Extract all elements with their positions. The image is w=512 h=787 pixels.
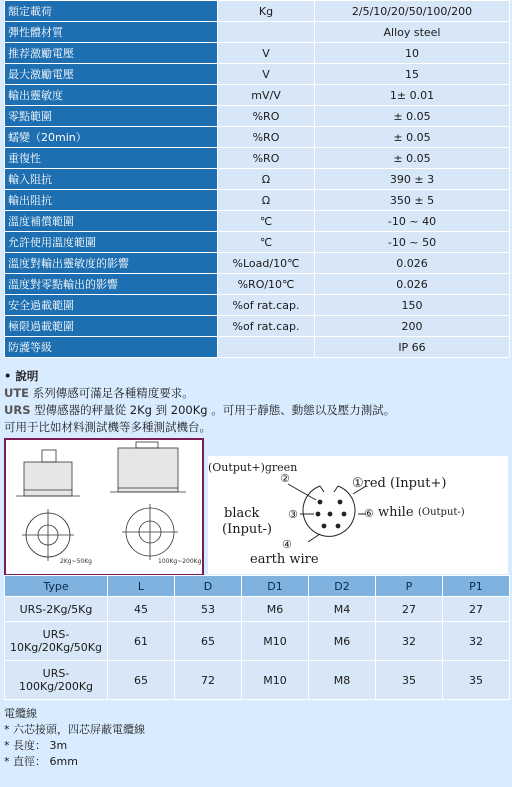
notes-line-1 xyxy=(4,385,504,402)
spec-unit: %RO xyxy=(218,148,315,169)
spec-key: 允許使用溫度範圍 xyxy=(5,232,218,253)
spec-unit: mV/V xyxy=(218,85,315,106)
notes-line-1-text: 系列傳感可滿足各種精度要求。 xyxy=(29,386,194,400)
spec-unit xyxy=(218,22,315,43)
spec-value: 150 xyxy=(315,295,510,316)
spec-key: 額定載荷 xyxy=(5,1,218,22)
wire-white-label: while xyxy=(378,505,414,520)
spec-value: 10 xyxy=(315,43,510,64)
spec-row xyxy=(5,22,510,43)
dim-row xyxy=(5,622,510,661)
spec-row xyxy=(5,169,510,190)
cable-title: 電纜線 xyxy=(4,707,37,720)
spec-key: 防護等級 xyxy=(5,337,218,358)
spec-unit: V xyxy=(218,43,315,64)
spec-value: 390 ± 3 xyxy=(315,169,510,190)
wire-green-label: (Output+)green xyxy=(208,461,298,474)
spec-value: ± 0.05 xyxy=(315,106,510,127)
notes-line-2-text: 型傳感器的秤量從 2Kg 到 200Kg 。可用于靜態、動態以及壓力測試。 xyxy=(30,403,396,417)
spec-unit xyxy=(218,337,315,358)
dim-row xyxy=(5,661,510,700)
spec-unit: %Load/10℃ xyxy=(218,253,315,274)
wire-input-minus-label: (Input-) xyxy=(222,522,272,537)
spec-key: 零點範圍 xyxy=(5,106,218,127)
dim-cell: URS-10Kg/20Kg/50Kg xyxy=(5,622,108,661)
spec-key: 輸出阻抗 xyxy=(5,190,218,211)
dim-cell: 27 xyxy=(443,597,510,622)
dim-cell: 65 xyxy=(175,622,242,661)
pin-2-label: ② xyxy=(280,472,290,485)
sensor-drawing xyxy=(4,438,204,576)
spec-key: 溫度補償範圍 xyxy=(5,211,218,232)
spec-row xyxy=(5,1,510,22)
dim-header-cell: D xyxy=(175,576,242,597)
notes-line-3: 可用于比如材料測試機等多種測試機台。 xyxy=(4,420,211,434)
dim-cell: 32 xyxy=(376,622,443,661)
dim-cell: 61 xyxy=(108,622,175,661)
cable-line-1: * 六芯接頭，四芯屏蔽電纜線 xyxy=(4,723,145,736)
spec-unit: %RO xyxy=(218,106,315,127)
dim-header-cell: Type xyxy=(5,576,108,597)
spec-row xyxy=(5,127,510,148)
dim-cell: M8 xyxy=(309,661,376,700)
dim-cell: URS-100Kg/200Kg xyxy=(5,661,108,700)
dim-cell: M4 xyxy=(309,597,376,622)
dim-row xyxy=(5,597,510,622)
spec-row xyxy=(5,337,510,358)
spec-unit: %RO xyxy=(218,127,315,148)
wire-red-label: ①red (Input+) xyxy=(352,476,447,491)
wire-output-minus-label: (Output-) xyxy=(418,507,465,518)
spec-key: 最大激勵電壓 xyxy=(5,64,218,85)
spec-row xyxy=(5,148,510,169)
pin-3-label: ③ xyxy=(288,508,298,521)
dim-cell: M6 xyxy=(309,622,376,661)
spec-table xyxy=(4,0,510,358)
wiring-diagram xyxy=(208,456,508,574)
spec-value: 1± 0.01 xyxy=(315,85,510,106)
spec-row xyxy=(5,64,510,85)
dim-cell: 45 xyxy=(108,597,175,622)
dim-cell: URS-2Kg/5Kg xyxy=(5,597,108,622)
spec-row xyxy=(5,316,510,337)
dim-cell: M6 xyxy=(242,597,309,622)
spec-key: 輸入阻抗 xyxy=(5,169,218,190)
earth-wire-label: earth wire xyxy=(250,552,319,567)
dim-cell: 35 xyxy=(443,661,510,700)
spec-unit: %of rat.cap. xyxy=(218,295,315,316)
spec-unit: V xyxy=(218,64,315,85)
dim-header-cell: P1 xyxy=(443,576,510,597)
spec-value: 15 xyxy=(315,64,510,85)
spec-value: 0.026 xyxy=(315,253,510,274)
dim-cell: 65 xyxy=(108,661,175,700)
spec-unit: ℃ xyxy=(218,232,315,253)
spec-value: -10 ~ 50 xyxy=(315,232,510,253)
pin-4-label: ④ xyxy=(282,538,292,551)
dim-cell: M10 xyxy=(242,661,309,700)
spec-value: Alloy steel xyxy=(315,22,510,43)
spec-unit: Ω xyxy=(218,190,315,211)
spec-row xyxy=(5,43,510,64)
spec-row xyxy=(5,232,510,253)
drawing-label-right: 100Kg~200Kg xyxy=(158,558,202,565)
brand-urs: URS xyxy=(4,403,31,417)
notes-line-2 xyxy=(4,402,504,419)
spec-row xyxy=(5,211,510,232)
spec-key: 極限過載範圍 xyxy=(5,316,218,337)
spec-row xyxy=(5,85,510,106)
spec-value: IP 66 xyxy=(315,337,510,358)
spec-row xyxy=(5,253,510,274)
dim-header-cell: D2 xyxy=(309,576,376,597)
dim-cell: M10 xyxy=(242,622,309,661)
cable-line-3: * 直徑： 6mm xyxy=(4,755,78,768)
spec-unit: ℃ xyxy=(218,211,315,232)
notes-heading: • 說明 xyxy=(4,369,39,383)
spec-row xyxy=(5,274,510,295)
spec-key: 安全過載範圍 xyxy=(5,295,218,316)
dim-cell: 27 xyxy=(376,597,443,622)
spec-value: 2/5/10/20/50/100/200 xyxy=(315,1,510,22)
cable-info xyxy=(4,706,504,770)
spec-unit: %RO/10℃ xyxy=(218,274,315,295)
spec-value: 200 xyxy=(315,316,510,337)
dim-cell: 72 xyxy=(175,661,242,700)
dim-header-row xyxy=(5,576,510,597)
sensor-drawing-svg xyxy=(6,440,202,574)
spec-row xyxy=(5,190,510,211)
spec-unit: Kg xyxy=(218,1,315,22)
dim-header-cell: L xyxy=(108,576,175,597)
dimension-table xyxy=(4,575,510,700)
description-notes xyxy=(4,368,504,436)
spec-value: ± 0.05 xyxy=(315,148,510,169)
drawing-label-left: 2Kg~50Kg xyxy=(60,558,92,565)
spec-row xyxy=(5,295,510,316)
spec-key: 推荐激勵電壓 xyxy=(5,43,218,64)
dim-cell: 32 xyxy=(443,622,510,661)
spec-unit: Ω xyxy=(218,169,315,190)
spec-key: 彈性體材質 xyxy=(5,22,218,43)
spec-key: 溫度對零點輸出的影響 xyxy=(5,274,218,295)
spec-row xyxy=(5,106,510,127)
spec-key: 輸出靈敏度 xyxy=(5,85,218,106)
spec-key: 重復性 xyxy=(5,148,218,169)
spec-unit: %of rat.cap. xyxy=(218,316,315,337)
spec-value: -10 ~ 40 xyxy=(315,211,510,232)
spec-value: 0.026 xyxy=(315,274,510,295)
dim-header-cell: D1 xyxy=(242,576,309,597)
spec-key: 溫度對輸出靈敏度的影響 xyxy=(5,253,218,274)
brand-ute: UTE xyxy=(4,386,30,400)
spec-value: ± 0.05 xyxy=(315,127,510,148)
pin-6-label: ⑥ xyxy=(364,507,374,520)
spec-key: 蠕變（20min） xyxy=(5,127,218,148)
cable-line-2: * 長度： 3m xyxy=(4,739,68,752)
dim-header-cell: P xyxy=(376,576,443,597)
spec-value: 350 ± 5 xyxy=(315,190,510,211)
wire-black-label: black xyxy=(224,506,260,521)
dim-cell: 53 xyxy=(175,597,242,622)
dim-cell: 35 xyxy=(376,661,443,700)
